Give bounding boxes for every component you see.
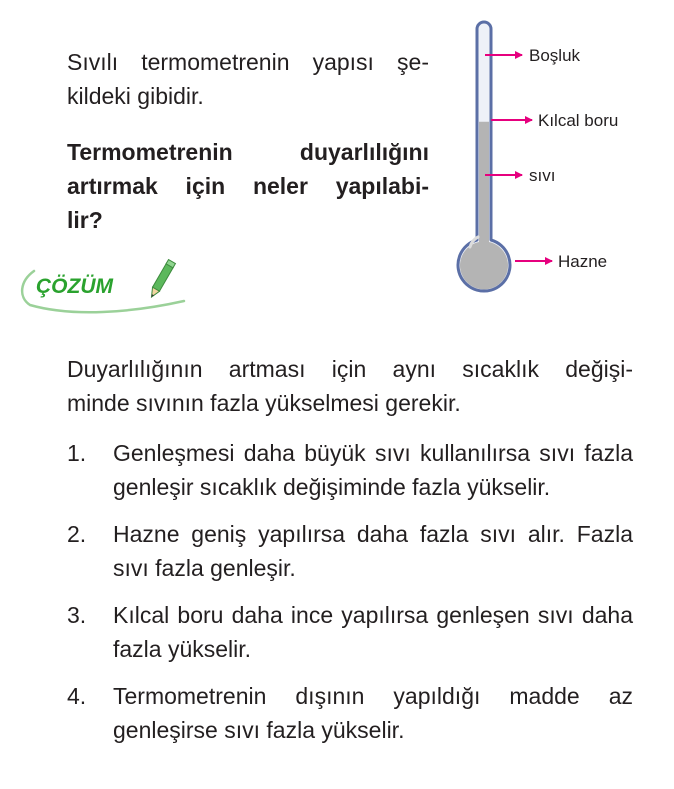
answer-line-1: Duyarlılığının artması için aynı sıcaklık değişi- (67, 356, 633, 382)
intro-line-1: Sıvılı termometrenin yapısı şe- (67, 49, 429, 75)
item-text: Termometrenin dışının yapıldığı madde az genleşirse sıvı fazla yükselir. (113, 683, 633, 743)
item-number: 4. (67, 683, 87, 709)
item-text: Genleşmesi daha büyük sıvı kullanılırsa sıvı fazla genleşir sıcaklık değişiminde fazla yükselir. (113, 440, 633, 500)
list-item (67, 517, 633, 585)
item-number: 3. (67, 602, 87, 628)
list-item (67, 436, 633, 504)
question-line-2: artırmak için neler yapılabi- (67, 173, 429, 199)
item-number: 2. (67, 521, 87, 547)
label-bosluk: Boşluk (529, 46, 581, 65)
solution-badge (12, 255, 202, 325)
answer-paragraph (67, 352, 633, 420)
pencil-icon (148, 260, 175, 300)
thermometer (458, 22, 510, 291)
list-item (67, 598, 633, 666)
list-item (67, 679, 633, 747)
answer-line-2: minde sıvının fazla yükselmesi gerekir. (67, 390, 461, 416)
question-line-1: Termometrenin duyarlılığını (67, 139, 429, 165)
question-line-3: lir? (67, 207, 103, 233)
label-arrows (485, 55, 552, 261)
item-text: Kılcal boru daha ince yapılırsa genleşen sıvı daha fazla yükselir. (113, 602, 633, 662)
intro-line-2: kildeki gibidir. (67, 83, 204, 109)
problem-question (67, 135, 429, 237)
label-kilcal-boru: Kılcal boru (538, 111, 619, 130)
thermometer-diagram (440, 15, 660, 295)
solution-list (67, 436, 633, 760)
label-hazne: Hazne (558, 252, 608, 271)
thermometer-liquid (460, 122, 508, 290)
badge-label: ÇÖZÜM (36, 275, 113, 298)
item-text: Hazne geniş yapılırsa daha fazla sıvı alır. Fazla sıvı fazla genleşir. (113, 521, 633, 581)
problem-intro (67, 45, 429, 113)
label-sivi: sıvı (529, 166, 556, 185)
item-number: 1. (67, 440, 87, 466)
